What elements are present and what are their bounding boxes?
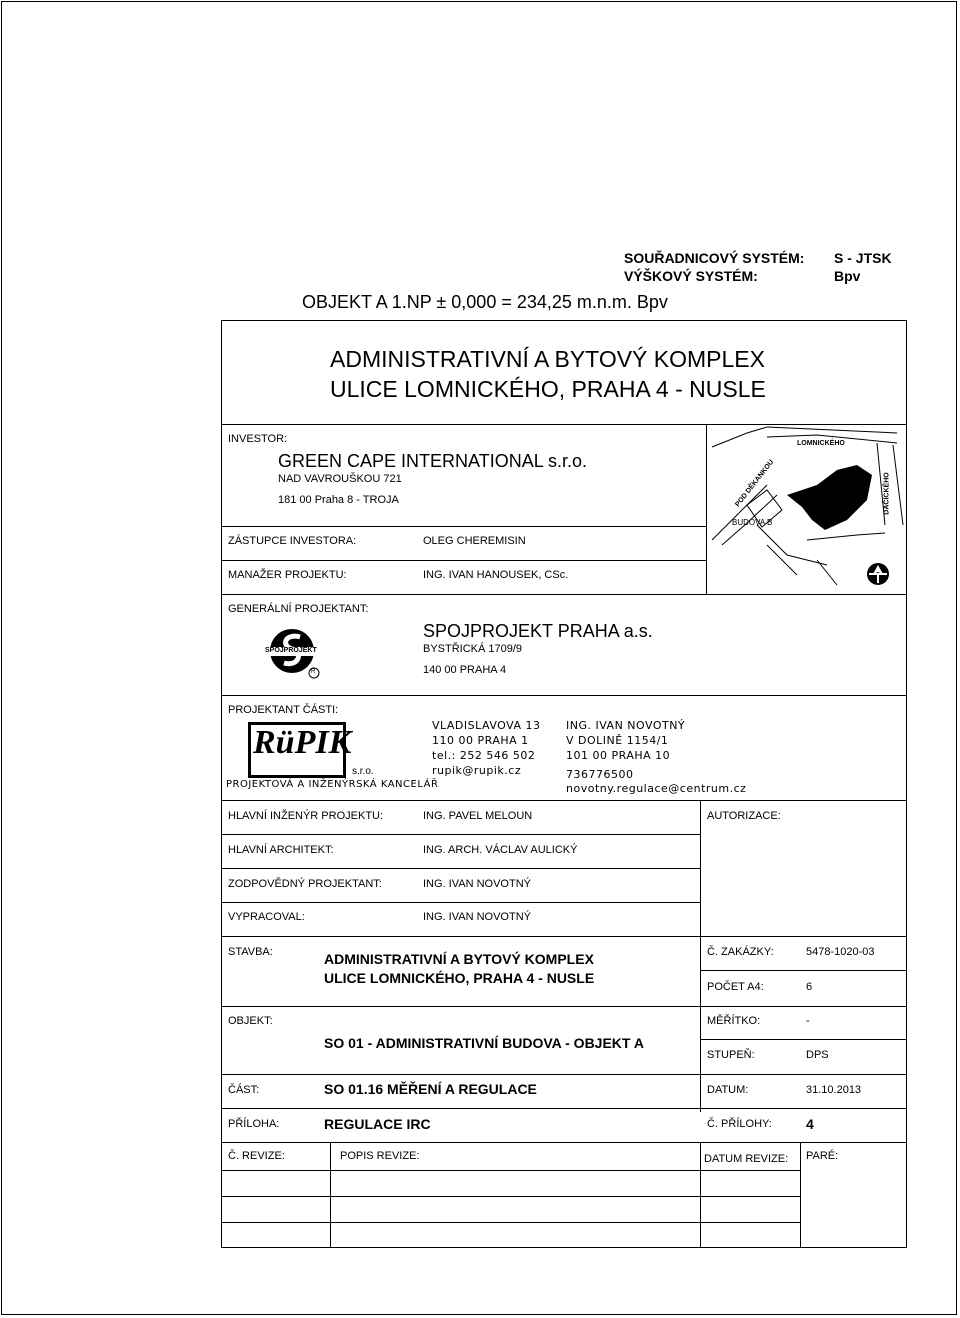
chief-engineer-value: ING. PAVEL MELOUN xyxy=(423,810,533,822)
stage-value: DPS xyxy=(806,1049,829,1061)
spojprojekt-logo-mark: R xyxy=(311,669,316,675)
revision-sign-header: PARÉ: xyxy=(806,1150,839,1162)
responsible-designer-value: ING. IVAN NOVOTNÝ xyxy=(423,878,531,890)
rupik-address1: VLADISLAVOVA 13 xyxy=(432,719,541,732)
a4-count-label: POČET A4: xyxy=(707,981,764,993)
part-designer-label: PROJEKTANT ČÁSTI: xyxy=(228,704,339,716)
objekt-value: SO 01 - ADMINISTRATIVNÍ BUDOVA - OBJEKT A xyxy=(324,1035,644,1051)
project-title-line1: ADMINISTRATIVNÍ A BYTOVÝ KOMPLEX xyxy=(330,346,765,372)
priloha-label: PŘÍLOHA: xyxy=(228,1118,280,1130)
rupik-logo-caption: PROJEKTOVÁ A INŽENÝRSKÁ KANCELÁŘ xyxy=(226,779,439,790)
divider xyxy=(221,1108,907,1109)
divider xyxy=(221,834,701,835)
divider xyxy=(221,868,701,869)
representative-value: OLEG CHEREMISIN xyxy=(423,535,526,547)
order-value: 5478-1020-03 xyxy=(806,946,875,958)
revision-col-divider xyxy=(800,1142,801,1248)
authorization-label: AUTORIZACE: xyxy=(707,810,781,822)
street-label-top: LOMNICKÉHO xyxy=(797,440,845,447)
revision-row-line xyxy=(221,1170,801,1171)
revision-date-header: DATUM REVIZE: xyxy=(704,1153,789,1165)
meta-divider xyxy=(700,936,701,1112)
order-label: Č. ZAKÁZKY: xyxy=(707,946,774,958)
coord-system-label: SOUŘADNICOVÝ SYSTÉM: xyxy=(624,250,805,266)
object-level: OBJEKT A 1.NP ± 0,000 = 234,25 m.n.m. Bpv xyxy=(302,292,668,312)
divider xyxy=(221,526,707,527)
stavba-label: STAVBA: xyxy=(228,946,273,958)
divider xyxy=(221,1142,907,1143)
cast-label: ČÁST: xyxy=(228,1084,260,1096)
general-designer-address2: 140 00 PRAHA 4 xyxy=(423,664,507,676)
divider xyxy=(221,800,907,801)
revision-row-line xyxy=(221,1196,801,1197)
stage-label: STUPEŇ: xyxy=(707,1049,755,1061)
representative-label: ZÁSTUPCE INVESTORA: xyxy=(228,535,357,547)
rupik-logo-text: RüPIK xyxy=(253,724,352,761)
investor-name: GREEN CAPE INTERNATIONAL s.r.o. xyxy=(278,451,588,471)
spojprojekt-logo-text: SPOJPROJEKT xyxy=(265,647,317,654)
scale-label: MĚŘÍTKO: xyxy=(707,1015,761,1027)
divider xyxy=(221,594,907,595)
priloha-value: REGULACE IRC xyxy=(324,1116,431,1132)
chief-architect-label: HLAVNÍ ARCHITEKT: xyxy=(228,844,334,856)
date-label: DATUM: xyxy=(707,1084,749,1096)
chief-architect-value: ING. ARCH. VÁCLAV AULICKÝ xyxy=(423,844,578,856)
general-designer-name: SPOJPROJEKT PRAHA a.s. xyxy=(423,621,653,641)
divider xyxy=(221,1074,907,1075)
contact-email: novotny.regulace@centrum.cz xyxy=(566,782,747,795)
general-designer-label: GENERÁLNÍ PROJEKTANT: xyxy=(228,603,369,615)
prepared-by-value: ING. IVAN NOVOTNÝ xyxy=(423,911,531,923)
manager-label: MANAŽER PROJEKTU: xyxy=(228,569,347,581)
building-label: BUDOVA B xyxy=(732,518,773,527)
attachment-no-value: 4 xyxy=(806,1116,814,1132)
contact-address2: 101 00 PRAHA 10 xyxy=(566,749,671,762)
responsible-designer-label: ZODPOVĚDNÝ PROJEKTANT: xyxy=(228,878,382,890)
investor-label: INVESTOR: xyxy=(228,433,288,445)
rupik-email: rupik@rupik.cz xyxy=(432,764,522,777)
rupik-phone: tel.: 252 546 502 xyxy=(432,749,536,762)
stavba-line2: ULICE LOMNICKÉHO, PRAHA 4 - NUSLE xyxy=(324,970,595,986)
scale-value: - xyxy=(806,1015,810,1027)
investor-address2: 181 00 Praha 8 - TROJA xyxy=(278,494,399,506)
street-label-left: POD DĚKANKOU xyxy=(734,458,776,509)
divider xyxy=(221,1006,907,1007)
prepared-by-label: VYPRACOVAL: xyxy=(228,911,305,923)
divider xyxy=(221,695,907,696)
rupik-logo-suffix: s.r.o. xyxy=(352,766,374,777)
manager-value: ING. IVAN HANOUSEK, CSc. xyxy=(423,569,569,581)
building-a-shape xyxy=(787,465,872,530)
cast-value: SO 01.16 MĚŘENÍ A REGULACE xyxy=(324,1081,537,1097)
contact-phone: 736776500 xyxy=(566,768,634,781)
divider xyxy=(700,1039,907,1040)
coord-system-value: S - JTSK xyxy=(834,250,892,266)
objekt-label: OBJEKT: xyxy=(228,1015,273,1027)
stavba-line1: ADMINISTRATIVNÍ A BYTOVÝ KOMPLEX xyxy=(324,951,594,967)
divider xyxy=(221,902,701,903)
street-label-right: DAČICKÉHO xyxy=(883,472,891,515)
revision-col-divider xyxy=(330,1142,331,1248)
attachment-no-label: Č. PŘÍLOHY: xyxy=(707,1118,772,1130)
revision-row-line xyxy=(221,1222,801,1223)
north-arrow-icon xyxy=(866,562,890,586)
project-title-line2: ULICE LOMNICKÉHO, PRAHA 4 - NUSLE xyxy=(330,376,766,402)
divider xyxy=(700,970,907,971)
revision-desc-header: POPIS REVIZE: xyxy=(340,1150,420,1162)
chief-engineer-label: HLAVNÍ INŽENÝR PROJEKTU: xyxy=(228,810,384,822)
revision-no-header: Č. REVIZE: xyxy=(228,1150,285,1162)
date-value: 31.10.2013 xyxy=(806,1084,862,1096)
divider xyxy=(221,936,907,937)
general-designer-address1: BYSTŘICKÁ 1709/9 xyxy=(423,643,523,655)
height-system-value: Bpv xyxy=(834,268,861,284)
rupik-address2: 110 00 PRAHA 1 xyxy=(432,734,529,747)
revision-col-divider xyxy=(700,1142,701,1248)
contact-address1: V DOLINĚ 1154/1 xyxy=(566,734,669,747)
divider xyxy=(221,560,707,561)
investor-address1: NAD VAVROUŠKOU 721 xyxy=(278,473,402,485)
height-system-label: VÝŠKOVÝ SYSTÉM: xyxy=(624,268,758,284)
contact-name: ING. IVAN NOVOTNÝ xyxy=(566,719,686,732)
a4-count-value: 6 xyxy=(806,981,813,993)
